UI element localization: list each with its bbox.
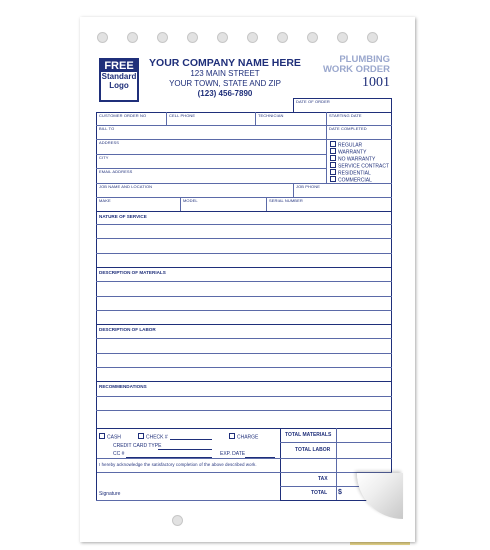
signature-label: Signature xyxy=(99,491,121,497)
nature-of-service-heading: NATURE OF SERVICE xyxy=(99,214,147,219)
grid-line xyxy=(96,500,280,501)
grid-line xyxy=(166,112,167,125)
tax-label: TAX xyxy=(318,476,328,482)
total-materials-label: TOTAL MATERIALS xyxy=(285,432,332,438)
grid-line xyxy=(96,253,392,254)
cash-label: CASH xyxy=(107,434,121,441)
form-title xyxy=(318,55,390,75)
grid-line xyxy=(96,472,280,473)
service-type-label: NO WARRANTY xyxy=(338,156,376,163)
hole-icon xyxy=(172,515,183,526)
form-number: 1001 xyxy=(362,75,390,90)
hole-icon xyxy=(187,32,198,43)
date-completed-label: DATE COMPLETED xyxy=(329,126,367,131)
credit-card-type-line xyxy=(158,449,212,450)
grid-line xyxy=(96,112,97,430)
hole-icon xyxy=(157,32,168,43)
service-type-label: REGULAR xyxy=(338,142,363,149)
grid-line xyxy=(336,428,337,500)
grid-line xyxy=(96,281,392,282)
hole-icon xyxy=(97,32,108,43)
checkbox-icon xyxy=(330,155,336,161)
hole-icon xyxy=(307,32,318,43)
acknowledgement-text: I hereby acknowledge the satisfactory completion of the above described work. xyxy=(99,462,257,467)
hole-icon xyxy=(337,32,348,43)
technician-label: TECHNICIAN xyxy=(258,113,284,118)
company-logo xyxy=(99,58,139,102)
hole-icon xyxy=(217,32,228,43)
total-label: TOTAL xyxy=(311,490,328,496)
service-type-label: COMMERCIAL xyxy=(338,177,372,184)
exp-date-label: EXP. DATE xyxy=(220,451,246,457)
company-city: YOUR TOWN, STATE AND ZIP xyxy=(169,79,281,88)
job-name-location-label: JOB NAME AND LOCATION xyxy=(99,184,153,189)
logo-free-text: FREE xyxy=(101,60,137,72)
check-option[interactable] xyxy=(138,433,168,441)
starting-date-label: STARTING DATE xyxy=(329,113,362,118)
grid-line xyxy=(266,197,267,211)
checkbox-icon xyxy=(330,176,336,182)
company-street: 123 MAIN STREET xyxy=(190,69,260,78)
bill-to-label: BILL TO xyxy=(99,126,115,131)
checkbox-icon xyxy=(330,141,336,147)
hole-icon xyxy=(367,32,378,43)
grid-line xyxy=(255,112,256,125)
recommendations-heading: RECOMMENDATIONS xyxy=(99,384,147,389)
checkbox-icon xyxy=(330,169,336,175)
check-label: CHECK # xyxy=(146,434,168,441)
address-label: ADDRESS xyxy=(99,140,120,145)
hole-icon xyxy=(127,32,138,43)
city-label: CITY xyxy=(99,155,109,160)
labor-heading: DESCRIPTION OF LABOR xyxy=(99,327,156,332)
grid-line xyxy=(280,442,392,443)
logo-logo-text: Logo xyxy=(109,81,129,90)
grid-line xyxy=(280,458,392,459)
grid-line xyxy=(96,238,392,239)
cc-number-line xyxy=(126,457,212,458)
charge-label: CHARGE xyxy=(237,434,259,441)
grid-line xyxy=(391,98,392,500)
grid-line xyxy=(293,98,294,112)
grid-line xyxy=(96,367,392,368)
grid-line xyxy=(96,338,392,339)
grid-line xyxy=(293,183,294,197)
grid-line xyxy=(96,224,392,225)
hole-icon xyxy=(277,32,288,43)
grid-line xyxy=(96,458,280,459)
charge-option[interactable] xyxy=(229,433,258,441)
grid-line xyxy=(96,154,326,155)
checkbox-icon xyxy=(330,162,336,168)
grid-line xyxy=(96,310,392,311)
grid-line xyxy=(280,428,281,500)
service-type-label: WARRANTY xyxy=(338,149,367,156)
grid-line xyxy=(96,428,97,500)
cell-phone-label: CELL PHONE xyxy=(169,113,196,118)
credit-card-type-label: CREDIT CARD TYPE xyxy=(113,443,162,449)
checkbox-icon xyxy=(229,433,235,439)
cash-option[interactable] xyxy=(99,433,121,441)
grid-line xyxy=(96,428,392,429)
form-title-line2: WORK ORDER xyxy=(322,64,390,75)
date-of-order-label: DATE OF ORDER xyxy=(296,99,330,104)
service-type-label: RESIDENTIAL xyxy=(338,170,371,177)
grid-line xyxy=(96,396,392,397)
check-number-line xyxy=(170,439,212,440)
checkbox-icon xyxy=(330,148,336,154)
service-type-option[interactable] xyxy=(330,176,372,184)
company-phone: (123) 456-7890 xyxy=(197,89,253,98)
cc-number-label: CC # xyxy=(113,451,125,457)
email-address-label: EMAIL ADDRESS xyxy=(99,169,133,174)
form-title-line1: PLUMBING xyxy=(339,54,390,65)
checkbox-icon xyxy=(99,433,105,439)
exp-date-line xyxy=(245,457,275,458)
materials-heading: DESCRIPTION OF MATERIALS xyxy=(99,270,166,275)
grid-line xyxy=(96,211,392,212)
grid-line xyxy=(96,410,392,411)
grid-line xyxy=(96,197,392,198)
grid-line xyxy=(96,381,392,382)
customer-order-no-label: CUSTOMER ORDER NO xyxy=(99,113,147,118)
hole-icon xyxy=(247,32,258,43)
company-name: YOUR COMPANY NAME HERE xyxy=(149,57,301,69)
grid-line xyxy=(96,324,392,325)
make-label: MAKE xyxy=(99,198,111,203)
company-info xyxy=(140,57,310,99)
grid-line xyxy=(96,353,392,354)
grid-line xyxy=(326,112,327,183)
logo-standard-text: Standard xyxy=(101,72,137,81)
model-label: MODEL xyxy=(183,198,198,203)
grid-line xyxy=(96,296,392,297)
total-labor-label: TOTAL LABOR xyxy=(295,447,331,453)
grid-line xyxy=(96,139,392,140)
serial-number-label: SERIAL NUMBER xyxy=(269,198,303,203)
grid-line xyxy=(96,267,392,268)
checkbox-icon xyxy=(138,433,144,439)
grid-line xyxy=(180,197,181,211)
currency-symbol: $ xyxy=(338,489,342,496)
service-type-label: SERVICE CONTRACT xyxy=(338,163,390,170)
job-phone-label: JOB PHONE xyxy=(296,184,321,189)
